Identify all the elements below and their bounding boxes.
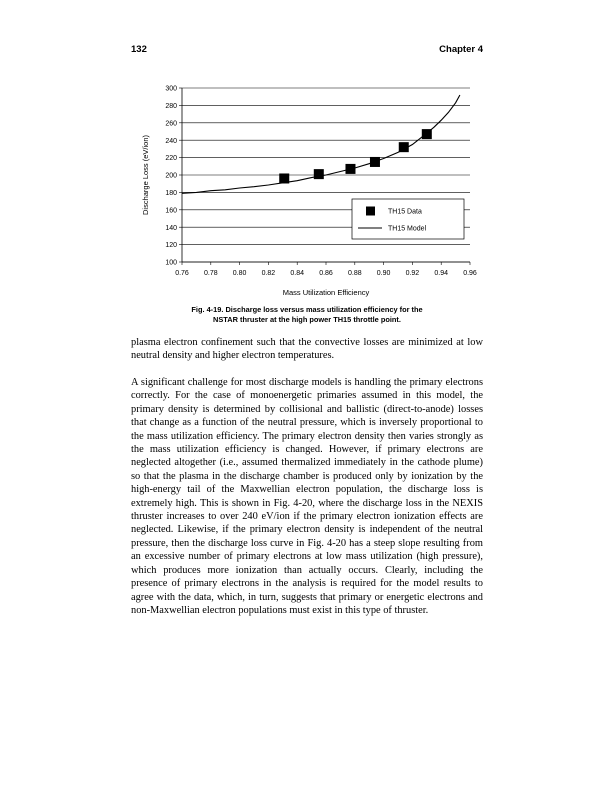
y-tick-label: 140 <box>165 224 177 232</box>
figure-caption <box>131 305 483 324</box>
y-tick-label: 120 <box>165 242 177 250</box>
x-tick-label: 0.82 <box>261 270 276 277</box>
y-tick-label: 100 <box>165 259 177 267</box>
x-tick-label: 0.78 <box>203 270 218 277</box>
x-tick-label: 0.90 <box>376 270 391 277</box>
axis-layer <box>165 86 477 277</box>
x-tick-label: 0.80 <box>232 270 247 277</box>
x-tick-label: 0.94 <box>434 270 449 277</box>
x-tick-label: 0.88 <box>347 270 362 277</box>
page-header <box>131 44 483 58</box>
x-tick-label: 0.86 <box>319 270 333 277</box>
y-tick-label: 300 <box>165 85 177 93</box>
legend-entry-label: TH15 Data <box>388 208 422 216</box>
y-axis-label: Discharge Loss (eV/ion) <box>141 134 150 216</box>
series-layer <box>182 95 460 193</box>
legend-entry-label: TH15 Model <box>388 225 427 233</box>
y-tick-label: 160 <box>165 207 177 215</box>
x-tick-label: 0.76 <box>175 270 189 277</box>
caption-line-2: NSTAR thruster at the high power TH15 throttle point. <box>213 314 401 324</box>
y-tick-label: 180 <box>165 190 177 197</box>
legend-marker-symbol <box>366 207 375 216</box>
discharge-loss-chart <box>130 78 480 300</box>
x-axis-label: Mass Utilization Efficiency <box>282 288 370 297</box>
caption-line-1: Fig. 4-19. Discharge loss versus mass utilization efficiency for the <box>191 305 423 314</box>
y-tick-label: 280 <box>165 103 177 110</box>
y-tick-label: 260 <box>165 120 177 128</box>
y-tick-label: 200 <box>165 172 177 180</box>
y-tick-label: 220 <box>165 155 177 163</box>
body-paragraph-1: plasma electron confinement such that the convective losses are minimized at low neutral density and higher electron temperatures. <box>131 337 483 362</box>
x-tick-label: 0.92 <box>405 270 420 277</box>
x-tick-label: 0.84 <box>290 270 305 277</box>
legend <box>352 199 464 239</box>
data-point-marker <box>314 169 324 179</box>
x-tick-label: 0.96 <box>463 270 477 277</box>
page-number: 132 <box>131 44 147 55</box>
y-tick-label: 240 <box>165 137 177 145</box>
legend-box <box>352 199 464 239</box>
body-paragraph-2: A significant challenge for most discharge models is handling the primary electrons correctly. For the case of monoenergetic primaries assumed in this model, the primary density is determined by collisional and ballistic (direct-to-anode) losses that change as a function of the neutral pressure, which is inversely proportional to the mass utilization efficiency. The primary electron density then varies strongly as the mass utilization efficiency is changed. However, if primary electrons are neglected altogether (i.e., assumed thermalized immediately in the cathode plume) so that the plasma in the discharge chamber is produced only by ionization by the high-energy tail of the Maxwellian electron population, the discharge loss is extremely high. This is shown in Fig. 4-20, where the discharge loss in the NEXIS thruster increases to over 240 eV/ion if the primary electron ionization effects are neglected. Likewise, if the primary electron density is independent of the neutral pressure, then the discharge loss curve in Fig. 4-20 has a steep slope resulting from an excessive number of primary electrons at low mass utilization (high pressure), which produces more ionization than actually occurs. Clearly, including the presence of primary electrons in the analysis is required for the model results to agree with the data, which, in turn, suggests that primary or energetic electrons and non-Maxwellian electron populations must exist in this type of thruster. <box>131 377 483 616</box>
chapter-title: Chapter 4 <box>439 44 483 55</box>
